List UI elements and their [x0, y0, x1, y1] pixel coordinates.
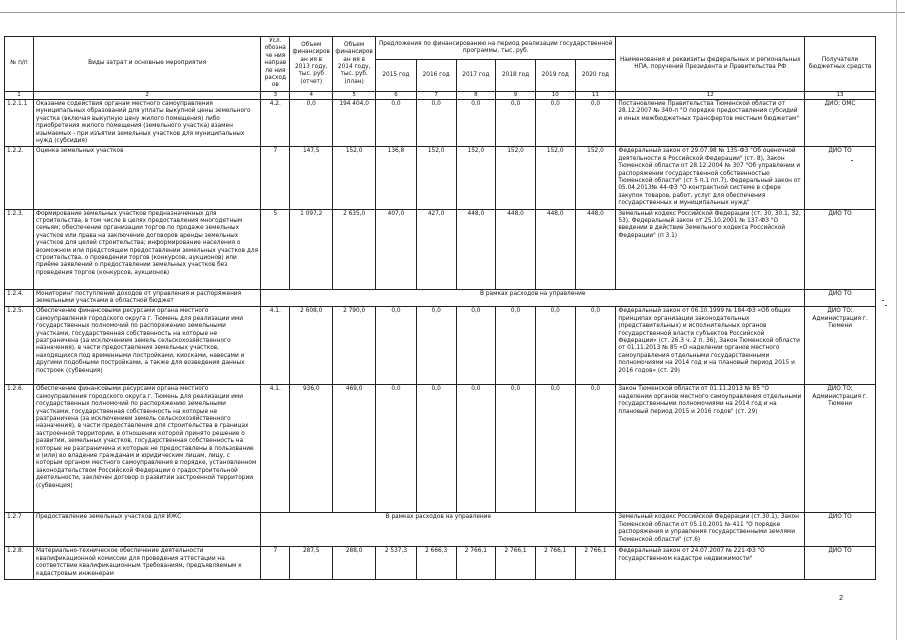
row-cond: 4.2. [261, 99, 290, 146]
col-header-vol2013: Объем финансирован ия в 2013 году, тыс. руб (отчет) [290, 37, 333, 92]
col-header-cond: Усл. обозначе ния направле ния расходов [261, 37, 290, 92]
column-number: 9 [496, 91, 536, 99]
row-recipients: ДИО ТО [805, 147, 876, 209]
row-span-note: В рамках расходов на управление [261, 513, 616, 547]
row-year-value: 2 766,1 [535, 547, 575, 580]
row-description: Обеспечение финансовыми ресурсами органа местного самоуправления городского округа г. Тюмень для реализации ими государственных полномочий по распоряжению земельными участками, государственная собственность на которые не разграничена (за исключением земель сельскохозяйственного назначения), в части предоставления для строительства в границах застроенной территории, в отношении которой принято решение о развитии, земельных участков, государственная собственность на которые не разграничена и которые не предоставлены в пользование и (или) во владение гражданам и юридическим лицам, лицу, с которым органом местного самоуправления в порядке, установленном законодательством Российской Федерации о градостроительной деятельности, заключен договор о развитии застроенной территории (субвенция) [33, 385, 260, 513]
row-description: Оказание содействия органам местного самоуправления муниципальных образований для уплаты выкупной цены земельного участка (включая выкупную цену жилого помещения) либо приобретения жилого помещения (земельного участка) взамен изымаемых - при изъятии земельных участков для муниципальных нужд (субсидия) [33, 99, 260, 146]
column-number: 8 [456, 91, 496, 99]
row-year-value: 0,0 [416, 307, 456, 385]
row-v2013: 147,5 [290, 147, 333, 209]
column-number: 4 [290, 91, 333, 99]
col-header-year: 2019 год [535, 60, 575, 91]
col-header-recipients: Получатели бюджетных средств [805, 37, 876, 92]
col-header-vol2014: Объем финансирован ия в 2014 году, тыс. руб. (план) [333, 37, 376, 92]
row-cond: 4.1. [261, 385, 290, 513]
row-legal-acts: Постановление Правительства Тюменской области от 28.12.2007 № 340-п "О порядке предоставления субсидий и иных межбюджетных трансфертов местным бюджетам" [616, 99, 805, 146]
row-year-value: 2 766,1 [575, 547, 616, 580]
page-number: 2 [839, 595, 843, 602]
row-legal-acts: Федеральный закон от 24.07.2007 № 221-ФЗ "О государственном кадастре недвижимости" [616, 547, 805, 580]
row-year-value: 448,0 [456, 209, 496, 289]
row-year-value: 2 766,1 [496, 547, 536, 580]
row-num: 1.2.4. [5, 289, 34, 307]
row-num: 1.2.2. [5, 147, 34, 209]
row-year-value: 2 766,1 [456, 547, 496, 580]
row-year-value: 0,0 [535, 385, 575, 513]
row-v2013: 936,0 [290, 385, 333, 513]
row-description: Предоставление земельных участков для ИЖС [33, 513, 260, 547]
row-num: 1.2.5. [5, 307, 34, 385]
table-row [5, 547, 876, 580]
row-description: Оценка земельных участков [33, 147, 260, 209]
column-number: 5 [333, 91, 376, 99]
column-number: 3 [261, 91, 290, 99]
row-year-value: 0,0 [535, 307, 575, 385]
row-legal-acts: Федеральный закон от 29.07.98 № 135-ФЗ "Об оценочной деятельности в Российской Федерации" (ст. 8), Закон Тюменской области от 28.12.2004 № 307 "Об управлении и распоряжении государственной собственностью Тюменской области" (ст 5 п.1 пп.7), Федеральный закон от 05.04.2013№ 44-ФЗ "О контрактной системе в сфере закупок товаров, работ, услуг для обеспечения государственных и муниципальных нужд" [616, 147, 805, 209]
col-header-proposals: Предложения по финансированию на период реализации государственной программы, тыс. руб. [376, 37, 616, 60]
col-header-year: 2020 год [575, 60, 616, 91]
column-number: 1 [5, 91, 34, 99]
row-year-value: 0,0 [416, 99, 456, 146]
row-num: 1.2.1.1 [5, 99, 34, 146]
row-v2014: 288,0 [333, 547, 376, 580]
table-row [5, 289, 876, 307]
row-year-value: 0,0 [496, 307, 536, 385]
row-year-value: 0,0 [575, 307, 616, 385]
row-recipients: ДИО ТО [805, 513, 876, 547]
row-v2014: 469,0 [333, 385, 376, 513]
row-year-value: 448,0 [575, 209, 616, 289]
col-header-year: 2017 год [456, 60, 496, 91]
row-v2013: 287,5 [290, 547, 333, 580]
col-header-year: 2015 год [376, 60, 417, 91]
row-year-value: 152,0 [496, 147, 536, 209]
row-num: 1.2.3. [5, 209, 34, 289]
col-header-year: 2018 год [496, 60, 536, 91]
row-year-value: 152,0 [456, 147, 496, 209]
row-year-value: 0,0 [575, 99, 616, 146]
row-num: 1.2.7 [5, 513, 34, 547]
table-row [5, 209, 876, 289]
row-cond: 4.1. [261, 307, 290, 385]
scan-speck [885, 305, 887, 306]
row-description: Формирование земельных участков предназначенных для строительства, в том числе в целях предоставления многодетным семьям; обеспечение организации торгов по продаже земельных участков или права на заключение договоров аренды земельных участков для целей строительства; информирование населения о возможном или предстоящем предоставлении земельных участков для строительства, о проведении торгов (конкурсов, аукционов) или приёме заявлений о предоставлении земельных участков без проведения торгов (конкурсов, аукционов) [33, 209, 260, 289]
row-year-value: 2 537,3 [376, 547, 417, 580]
row-v2014: 2 790,0 [333, 307, 376, 385]
row-v2014: 2 635,0 [333, 209, 376, 289]
table-row [5, 147, 876, 209]
row-year-value: 407,0 [376, 209, 417, 289]
table-row [5, 513, 876, 547]
row-legal-acts: Земельный кодекс Российской Федерации (ст.30.1), Закон Тюменской области от 05.10.2001 № 411 "О порядке распоряжения и управления государственными землями Тюменской области" (ст.6) [616, 513, 805, 547]
row-v2013: 0,0 [290, 99, 333, 146]
table-row [5, 385, 876, 513]
column-number: 12 [616, 91, 805, 99]
col-header-acts: Наименования и реквизиты федеральных и региональных НПА, поручений Президента и Правительства РФ [616, 37, 805, 92]
row-year-value: 0,0 [376, 99, 417, 146]
column-number: 11 [575, 91, 616, 99]
row-cond: 5 [261, 209, 290, 289]
column-number: 6 [376, 91, 417, 99]
scan-right-edge [896, 0, 897, 640]
row-year-value: 0,0 [535, 99, 575, 146]
row-year-value: 0,0 [456, 99, 496, 146]
row-year-value: 448,0 [535, 209, 575, 289]
col-header-num: № п/п [5, 37, 34, 92]
scan-speck [882, 300, 884, 301]
col-header-year: 2016 год [416, 60, 456, 91]
row-recipients: ДИО ТО; Администрация г. Тюмени [805, 385, 876, 513]
row-year-value: 0,0 [575, 385, 616, 513]
row-year-value: 0,0 [376, 307, 417, 385]
row-year-value: 448,0 [496, 209, 536, 289]
column-number: 7 [416, 91, 456, 99]
row-num: 1.2.6. [5, 385, 34, 513]
header-row [5, 37, 876, 60]
row-v2014: 194 404,0 [333, 99, 376, 146]
row-legal-acts: Федеральный закон от 06.10.1999 № 184-ФЗ «Об общих принципах организации законодательных (представительных) и исполнительных органов государственной власти субъектов Российской Федерации» (ст. 26.3 ч. 2 п. 36), Закон Тюменской области от 01.11.2013 № 85 «О наделении органов местного самоуправления отдельными государственными полномочиями на 2014 год и на плановый период 2015 и 2016 годов» (ст. 29) [616, 307, 805, 385]
row-recipients: ДИО; ОМС [805, 99, 876, 146]
row-recipients: ДИО ТО [805, 547, 876, 580]
row-year-value: 152,0 [575, 147, 616, 209]
row-year-value: 152,0 [416, 147, 456, 209]
row-year-value: 152,0 [535, 147, 575, 209]
col-header-kinds: Виды затрат и основные мероприятия [33, 37, 260, 92]
row-description: Материально-техническое обеспечение деятельности квалификационной комиссии для проведения аттестации на соответствие квалификационным требованиям, предъявляемым к кадастровым инженерам [33, 547, 260, 580]
scan-top-line [0, 12, 905, 13]
row-description: Обеспечение финансовыми ресурсами органа местного самоуправления городского округа г. Тюмень для реализации ими государственных полномочий по распоряжению земельными участками, государственная собственность на которые не разграничена (за исключением земель сельскохозяйственного назначения), в части предоставления земельных участков, находящихся под временными постройками, киосками, навесами и другими подобными постройками, а также для возведения данных построек (субвенция) [33, 307, 260, 385]
column-number: 2 [33, 91, 260, 99]
row-year-value: 427,0 [416, 209, 456, 289]
row-year-value: 136,8 [376, 147, 417, 209]
row-year-value: 0,0 [496, 385, 536, 513]
row-legal-acts: Земельный кодекс Российской Федерации (ст. 30, 30.1, 32, 53), Федеральный закон от 25.10.2001 № 137-ФЗ "О введении в действие Земельного кодекса Российской Федерации" (п 3.1) [616, 209, 805, 289]
row-legal-acts: Закон Тюменской области от 01.11.2013 № 85 "О наделении органов местного самоуправления отдельными государственными полномочиями на 2014 год и на плановый период 2015 и 2016 годов" (ст. 29) [616, 385, 805, 513]
row-v2013: 1 097,2 [290, 209, 333, 289]
row-num: 1.2.8. [5, 547, 34, 580]
row-cond: 7 [261, 547, 290, 580]
financing-table [4, 36, 876, 580]
row-v2014: 152,0 [333, 147, 376, 209]
row-span-note: В рамках расходов на управление [261, 289, 805, 307]
row-description: Мониторинг поступлений доходов от управления и распоряжения земельными участками в областной бюджет [33, 289, 260, 307]
column-number: 13 [805, 91, 876, 99]
column-numbers-row [5, 91, 876, 99]
row-recipients: ДИО ТО [805, 209, 876, 289]
column-number: 10 [535, 91, 575, 99]
row-year-value: 0,0 [456, 307, 496, 385]
row-cond: 7 [261, 147, 290, 209]
row-year-value: 0,0 [456, 385, 496, 513]
table-row [5, 307, 876, 385]
row-year-value: 0,0 [376, 385, 417, 513]
row-v2013: 2 608,0 [290, 307, 333, 385]
row-year-value: 0,0 [496, 99, 536, 146]
table-row [5, 99, 876, 146]
row-year-value: 2 666,3 [416, 547, 456, 580]
row-recipients: ДИО ТО; Администрация г. Тюмени [805, 307, 876, 385]
row-year-value: 0,0 [416, 385, 456, 513]
row-recipients: ДИО ТО [805, 289, 876, 307]
